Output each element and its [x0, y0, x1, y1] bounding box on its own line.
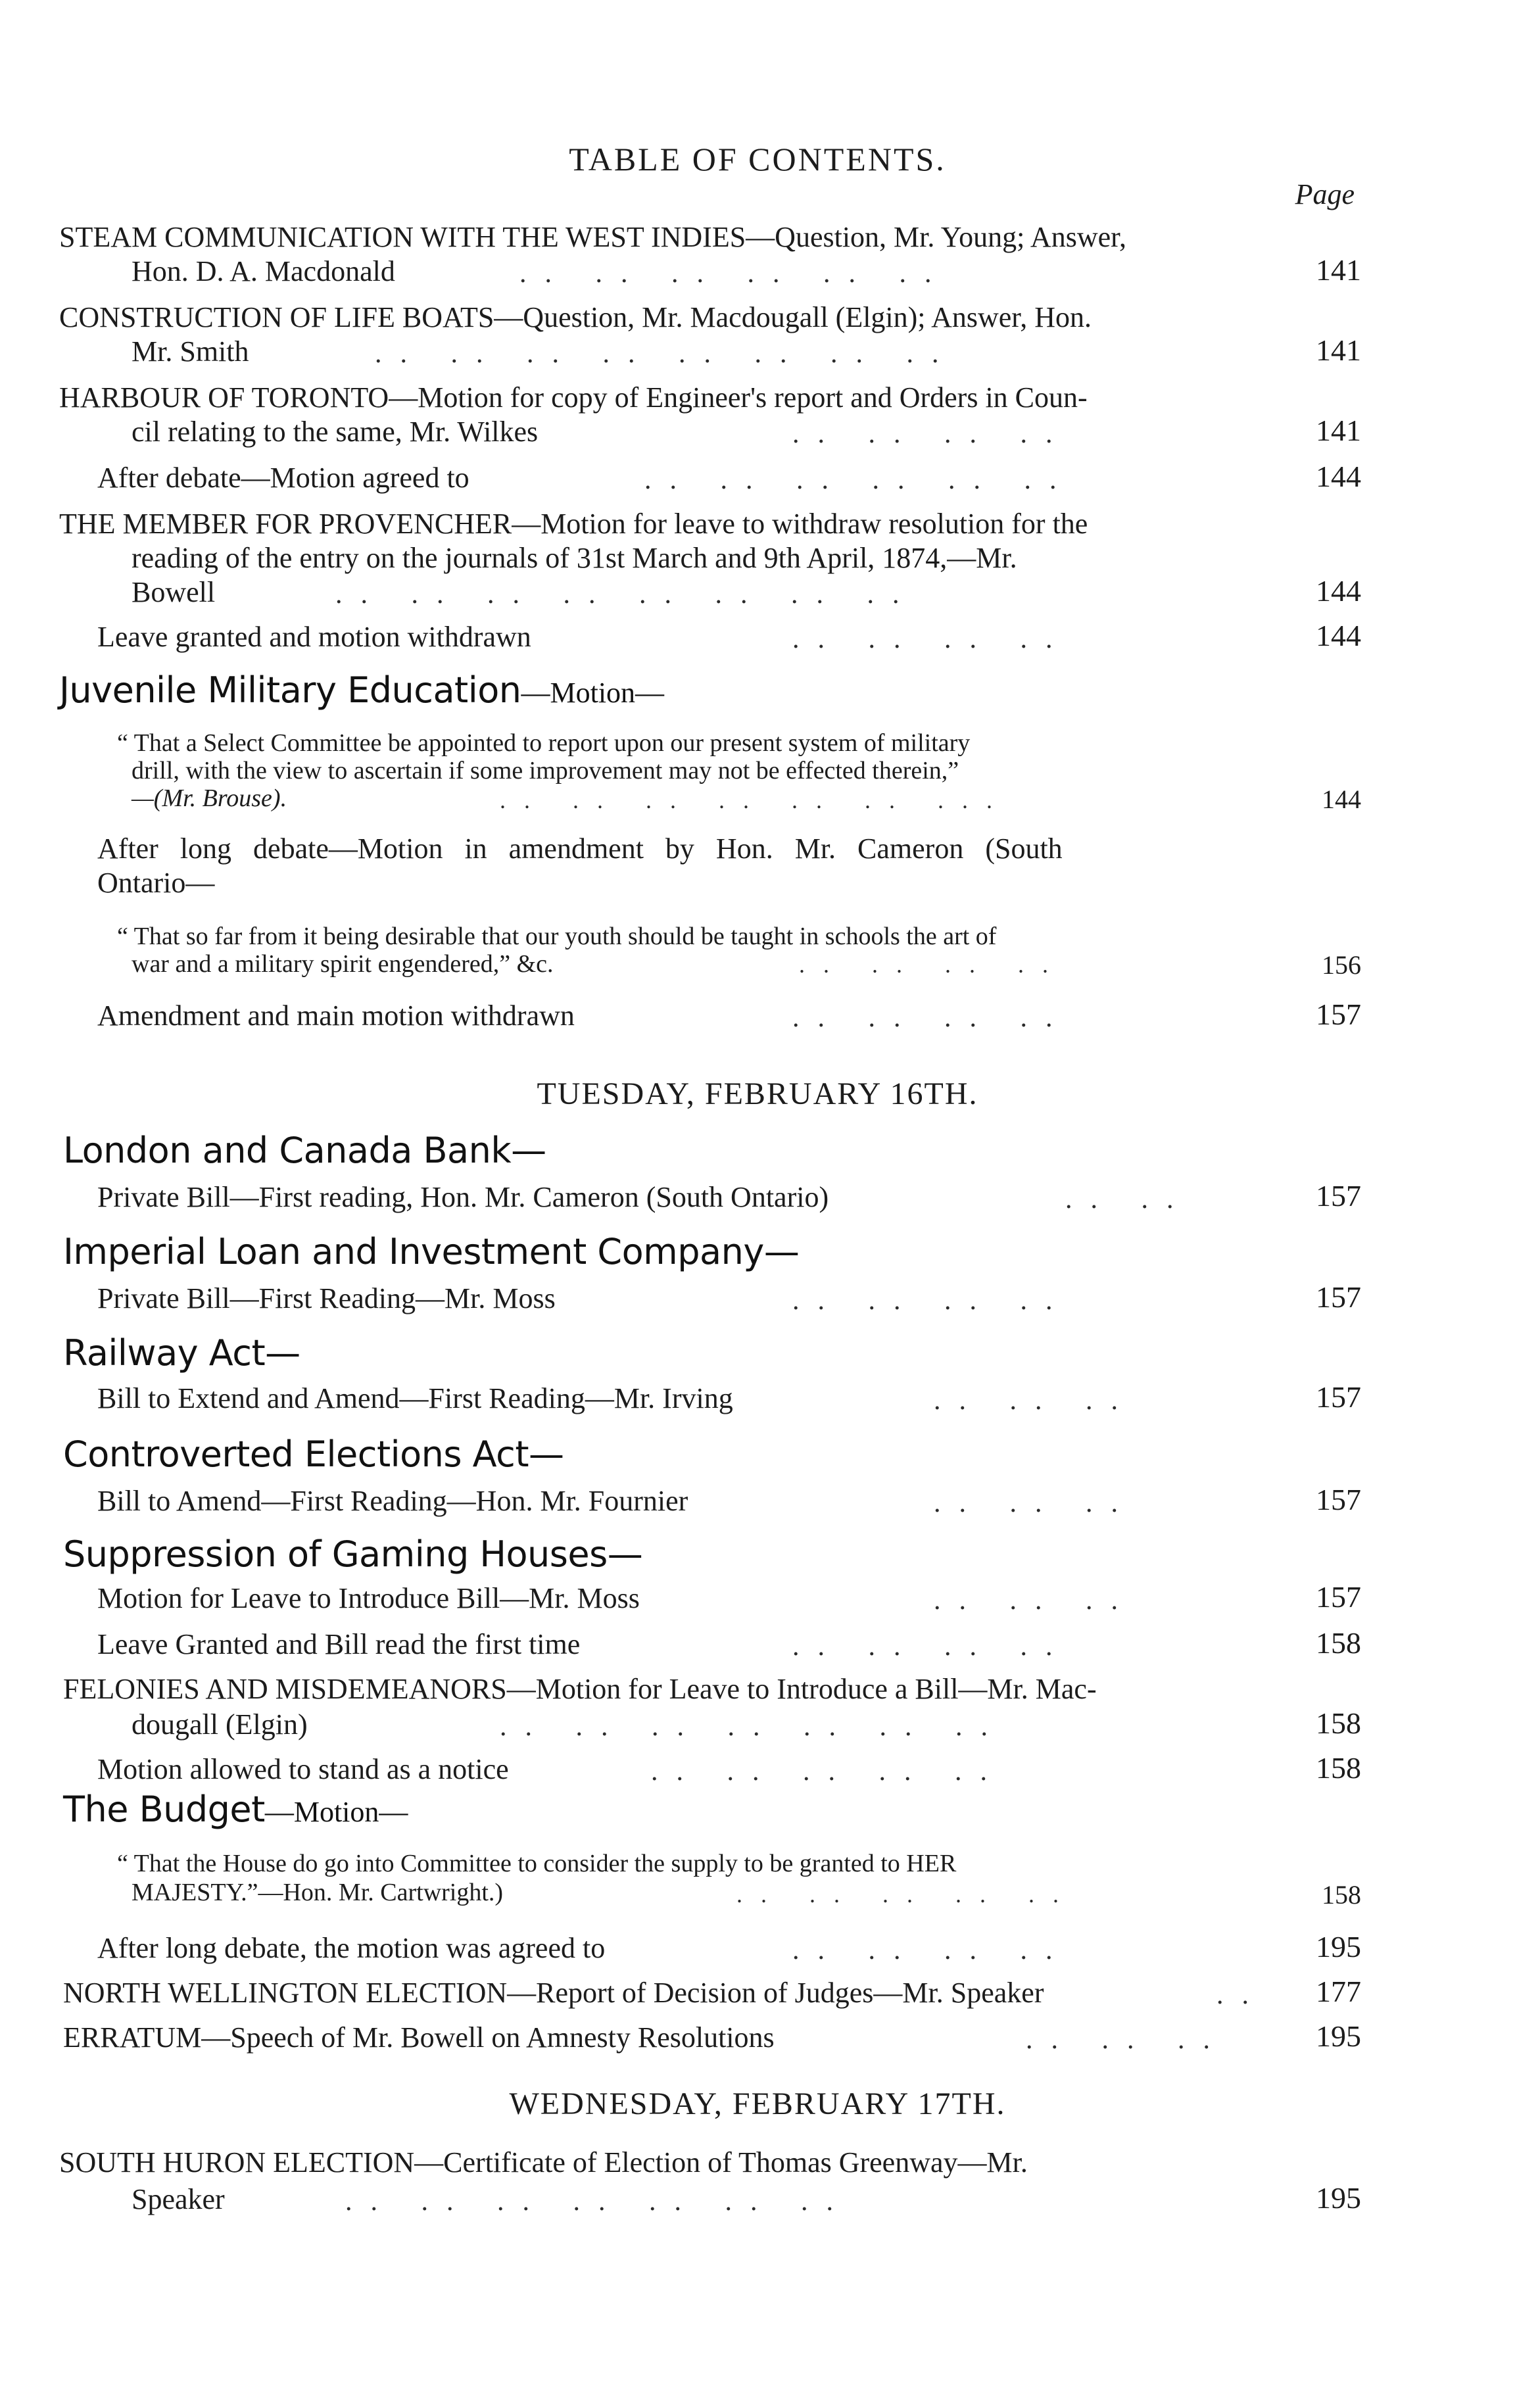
toc-entry: Bill to Amend—First Reading—Hon. Mr. Fournier	[97, 1485, 688, 1517]
section-heading	[63, 1789, 408, 1830]
toc-entry-line: Speaker	[132, 2183, 225, 2215]
page-number: 195	[1316, 2019, 1361, 2053]
page-number: 157	[1316, 1179, 1361, 1213]
page-number: 156	[1322, 950, 1361, 980]
toc-entry-steam-communication	[59, 218, 1126, 256]
leader-dots: .. .. .. ..	[799, 951, 1067, 978]
quote-line: “ That the House do go into Committee to consider the supply to be granted to HER	[117, 1850, 957, 1877]
toc-entry-line: Hon. D. A. Macdonald	[132, 255, 395, 287]
quote-line: MAJESTY.”—Hon. Mr. Cartwright.)	[132, 1879, 504, 1906]
leader-dots: .. .. .. .. .. ..	[644, 465, 1075, 495]
toc-entry-amendment: After long debate—Motion in amendment by Hon. Mr. Cameron (South	[97, 832, 1063, 865]
page-number: 144	[1316, 460, 1361, 493]
toc-entry-line: dougall (Elgin)	[132, 1708, 308, 1741]
toc-entry: Bill to Extend and Amend—First Reading—Mr. Irving	[97, 1382, 733, 1414]
quote-line: “ That so far from it being desirable that our youth should be taught in schools the art of	[117, 923, 997, 950]
leader-dots: .. .. .. .. .. .. .. ..	[335, 579, 918, 610]
toc-entry: ERRATUM—Speech of Mr. Bowell on Amnesty Resolutions	[63, 2021, 775, 2054]
leader-dots: .. .. .. ..	[792, 1286, 1071, 1316]
page-number: 141	[1316, 253, 1361, 287]
day-heading: WEDNESDAY, FEBRUARY 17TH.	[509, 2086, 1006, 2121]
toc-entry-member-provencher: THE MEMBER FOR PROVENCHER—Motion for leave to withdraw resolution for the	[59, 508, 1088, 540]
toc-entry: Leave Granted and Bill read the first time	[97, 1628, 581, 1660]
leader-dots: .. ..	[1065, 1184, 1192, 1215]
toc-entry-leave-granted: Leave granted and motion withdrawn	[97, 621, 531, 653]
heading-tail: —Motion—	[264, 1796, 408, 1828]
section-heading: Suppression of Gaming Houses—	[63, 1533, 643, 1575]
toc-entry-line: Bowell	[132, 576, 216, 608]
section-heading: Controverted Elections Act—	[63, 1433, 564, 1475]
page-number: 157	[1316, 1380, 1361, 1414]
page-column-label: Page	[1295, 178, 1355, 210]
page-title: TABLE OF CONTENTS.	[569, 141, 946, 178]
entry-text: STEAM COMMUNICATION WITH THE WEST INDIES—Question, Mr. Young; Answer,	[59, 221, 1127, 253]
heading-text: The Budget	[63, 1789, 265, 1830]
section-heading	[59, 669, 664, 711]
toc-entry-line: cil relating to the same, Mr. Wilkes	[132, 416, 539, 448]
page-number: 141	[1316, 414, 1361, 447]
leader-dots: .. .. .. .. .. .. ..	[345, 2186, 852, 2217]
leader-dots: .. .. .. ..	[792, 419, 1071, 449]
leader-dots: .. .. ..	[1026, 2025, 1228, 2055]
quote-line: war and a military spirit engendered,” &c.	[132, 950, 554, 978]
page-number: 158	[1316, 1751, 1361, 1785]
quote-line: drill, with the view to ascertain if some improvement may not be effected therein,”	[132, 757, 959, 784]
day-heading: TUESDAY, FEBRUARY 16TH.	[537, 1076, 978, 1111]
page-number: 157	[1316, 1280, 1361, 1314]
leader-dots: .. .. .. ..	[792, 1935, 1071, 1965]
page-number: 195	[1316, 1930, 1361, 1963]
leader-dots: .. .. ..	[934, 1585, 1136, 1616]
page-number: 157	[1316, 998, 1361, 1031]
leader-dots: .. .. .. ..	[792, 624, 1071, 654]
toc-entry-line: reading of the entry on the journals of 31st March and 9th April, 1874,—Mr.	[132, 542, 1017, 574]
toc-entry: Private Bill—First reading, Hon. Mr. Cameron (South Ontario)	[97, 1181, 829, 1213]
leader-dots: .. .. .. .. .. .. ...	[500, 787, 1011, 813]
leader-dots: .. .. .. .. .. .. ..	[500, 1712, 1006, 1742]
page-number: 158	[1316, 1626, 1361, 1660]
leader-dots: .. .. .. .. ..	[651, 1756, 1005, 1787]
section-heading: London and Canada Bank—	[63, 1130, 546, 1171]
toc-entry-harbour-toronto: HARBOUR OF TORONTO—Motion for copy of Engineer's report and Orders in Coun-	[59, 381, 1088, 414]
toc-entry: After long debate, the motion was agreed to	[97, 1932, 606, 1964]
page-number: 158	[1322, 1880, 1361, 1910]
leader-dots: .. .. ..	[934, 1488, 1136, 1518]
toc-entry-line: Ontario—	[97, 867, 215, 899]
toc-entry-withdrawn: Amendment and main motion withdrawn	[97, 999, 575, 1032]
leader-dots: .. .. ..	[934, 1385, 1136, 1416]
toc-entry: Motion for Leave to Introduce Bill—Mr. Moss	[97, 1582, 640, 1614]
toc-entry-life-boats: CONSTRUCTION OF LIFE BOATS—Question, Mr. Macdougall (Elgin); Answer, Hon.	[59, 301, 1092, 333]
toc-entry-line: Mr. Smith	[132, 335, 249, 368]
page-number: 144	[1322, 784, 1361, 814]
heading-tail: —Motion—	[521, 677, 665, 709]
leader-dots: .. .. .. .. .. ..	[519, 258, 950, 289]
quote-line: —(Mr. Brouse).	[132, 784, 287, 812]
page-number: 195	[1316, 2181, 1361, 2215]
toc-entry: NORTH WELLINGTON ELECTION—Report of Decision of Judges—Mr. Speaker	[63, 1977, 1044, 2009]
section-heading: Imperial Loan and Investment Company—	[63, 1231, 800, 1272]
quote-line: “ That a Select Committee be appointed to report upon our present system of military	[117, 729, 971, 757]
page-number: 158	[1316, 1706, 1361, 1740]
leader-dots: .. .. .. .. .. .. .. ..	[375, 339, 957, 369]
section-heading: Railway Act—	[63, 1332, 301, 1374]
toc-entry-felonies: FELONIES AND MISDEMEANORS—Motion for Leave to Introduce a Bill—Mr. Mac-	[63, 1673, 1097, 1705]
leader-dots: .. .. .. ..	[792, 1631, 1071, 1662]
heading-text: Juvenile Military Education	[59, 669, 521, 711]
page-number: 157	[1316, 1483, 1361, 1516]
page-number: 177	[1316, 1975, 1361, 2008]
leader-dots: .. .. .. ..	[792, 1003, 1071, 1033]
leader-dots: ..	[1216, 1980, 1267, 2010]
leader-dots: .. .. .. .. ..	[736, 1881, 1077, 1908]
toc-entry-after-debate: After debate—Motion agreed to	[97, 462, 469, 494]
toc-entry: Motion allowed to stand as a notice	[97, 1753, 509, 1785]
page-number: 144	[1316, 574, 1361, 608]
page-number: 144	[1316, 619, 1361, 652]
page-number: 141	[1316, 333, 1361, 367]
toc-entry: Private Bill—First Reading—Mr. Moss	[97, 1282, 556, 1314]
toc-entry-south-huron: SOUTH HURON ELECTION—Certificate of Election of Thomas Greenway—Mr.	[59, 2146, 1028, 2179]
page-number: 157	[1316, 1580, 1361, 1614]
